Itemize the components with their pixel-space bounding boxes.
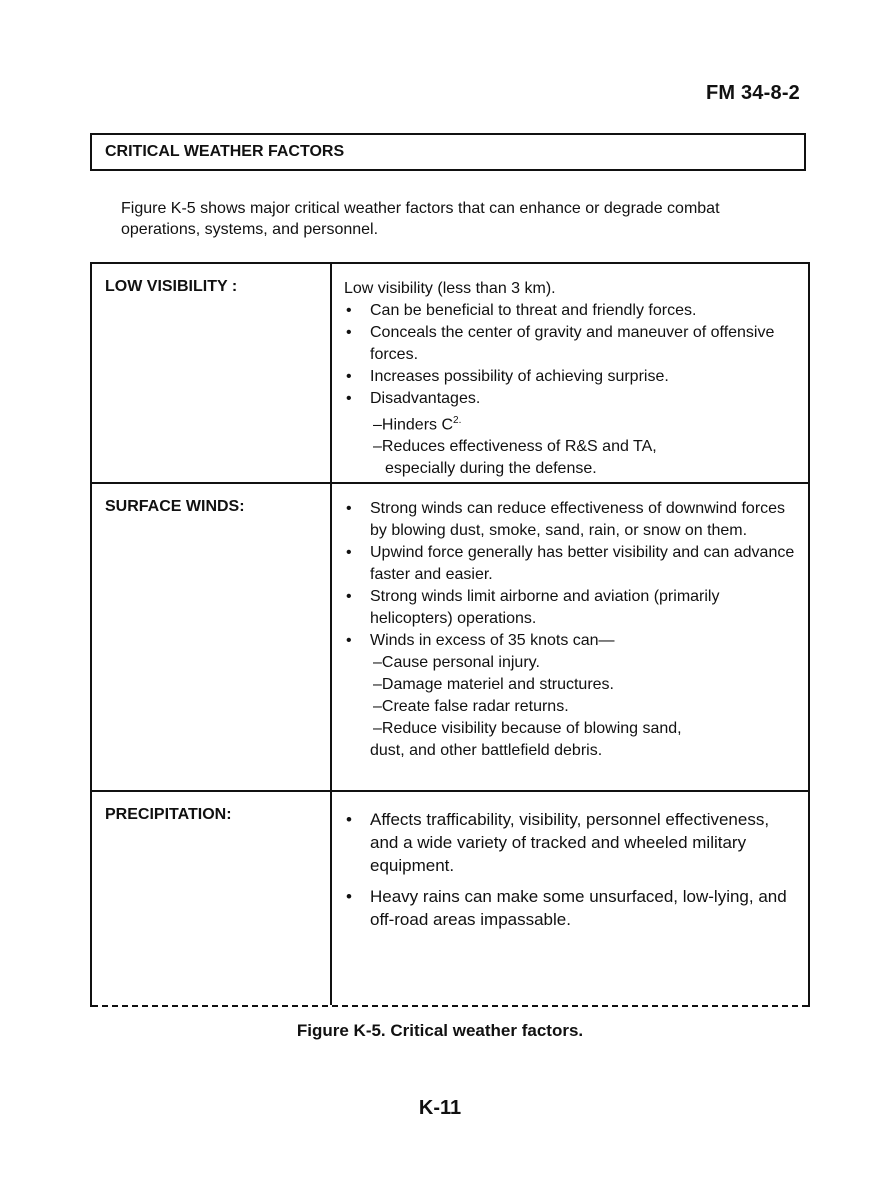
bullet-icon: • xyxy=(346,544,352,561)
list-item-text: Winds in excess of 35 knots can— xyxy=(370,632,615,649)
bullet-icon: • xyxy=(346,302,352,319)
list-item xyxy=(344,322,798,366)
list-item xyxy=(344,630,798,652)
list-item-text: Heavy rains can make some unsurfaced, low-lying, and off-road areas impassable. xyxy=(370,887,787,929)
page-number: K-11 xyxy=(418,1097,462,1119)
weather-factors-table xyxy=(90,262,810,1007)
bullet-list xyxy=(344,300,798,410)
bullet-icon: • xyxy=(346,887,352,906)
list-item xyxy=(344,498,798,542)
row-label: LOW VISIBILITY : xyxy=(92,264,332,482)
bullet-icon: • xyxy=(346,632,352,649)
sub-item-continuation: dust, and other battlefield debris. xyxy=(370,742,603,759)
list-item xyxy=(344,366,798,388)
list-item xyxy=(344,542,798,586)
list-item-text: Increases possibility of achieving surprise. xyxy=(370,368,669,385)
list-item-text: Affects trafficability, visibility, personnel effectiveness, and a wide variety of tracked and wheeled military equipment. xyxy=(370,810,770,875)
sub-item: –Reduces effectiveness of R&S and TA, xyxy=(373,438,657,456)
bullet-list xyxy=(344,808,798,931)
list-item-text: Disadvantages. xyxy=(370,390,481,407)
section-title: CRITICAL WEATHER FACTORS xyxy=(105,143,345,160)
table-row-precipitation xyxy=(92,792,808,1007)
lead-text: Low visibility (less than 3 km). xyxy=(344,280,556,297)
sub-item xyxy=(344,410,798,436)
bullet-icon: • xyxy=(346,810,352,829)
list-item-text: Conceals the center of gravity and maneuver of offensive forces. xyxy=(370,324,775,363)
table-row-surface-winds xyxy=(92,484,808,792)
row-content xyxy=(332,264,808,482)
document-id: FM 34-8-2 xyxy=(705,82,800,104)
section-title-box xyxy=(90,133,806,171)
sub-item: –Cause personal injury. xyxy=(373,654,540,671)
list-item-text: Upwind force generally has better visibility and can advance faster and easier. xyxy=(370,544,795,583)
sub-item: –Reduce visibility because of blowing sand, xyxy=(373,720,682,737)
list-item-text: Strong winds limit airborne and aviation (primarily helicopters) operations. xyxy=(370,588,720,627)
figure-caption: Figure K-5. Critical weather factors. xyxy=(296,1021,584,1040)
bullet-icon: • xyxy=(346,588,352,605)
sub-item-text: –Hinders C xyxy=(373,416,454,434)
sub-item: –Create false radar returns. xyxy=(373,698,569,715)
bullet-icon: • xyxy=(346,390,352,407)
row-label: PRECIPITATION: xyxy=(92,792,332,1005)
bullet-list xyxy=(344,498,798,652)
table-row-low-visibility xyxy=(92,264,808,484)
list-item xyxy=(344,586,798,630)
sub-item-continuation: especially during the defense. xyxy=(385,460,597,478)
sub-item: –Damage materiel and structures. xyxy=(373,676,614,693)
superscript: 2. xyxy=(453,415,462,426)
bullet-icon: • xyxy=(346,368,352,385)
row-content xyxy=(332,484,808,790)
row-content xyxy=(332,792,808,1005)
list-item-text: Can be beneficial to threat and friendly forces. xyxy=(370,302,697,319)
list-item-text: Strong winds can reduce effectiveness of downwind forces by blowing dust, smoke, sand, rain, or snow on them. xyxy=(370,500,786,539)
list-item xyxy=(344,808,798,877)
row-label: SURFACE WINDS: xyxy=(92,484,332,790)
bullet-icon: • xyxy=(346,500,352,517)
intro-paragraph: Figure K-5 shows major critical weather factors that can enhance or degrade combat operations, systems, and personnel. xyxy=(121,200,720,238)
list-item xyxy=(344,388,798,410)
bullet-icon: • xyxy=(346,324,352,341)
list-item xyxy=(344,300,798,322)
list-item xyxy=(344,885,798,931)
